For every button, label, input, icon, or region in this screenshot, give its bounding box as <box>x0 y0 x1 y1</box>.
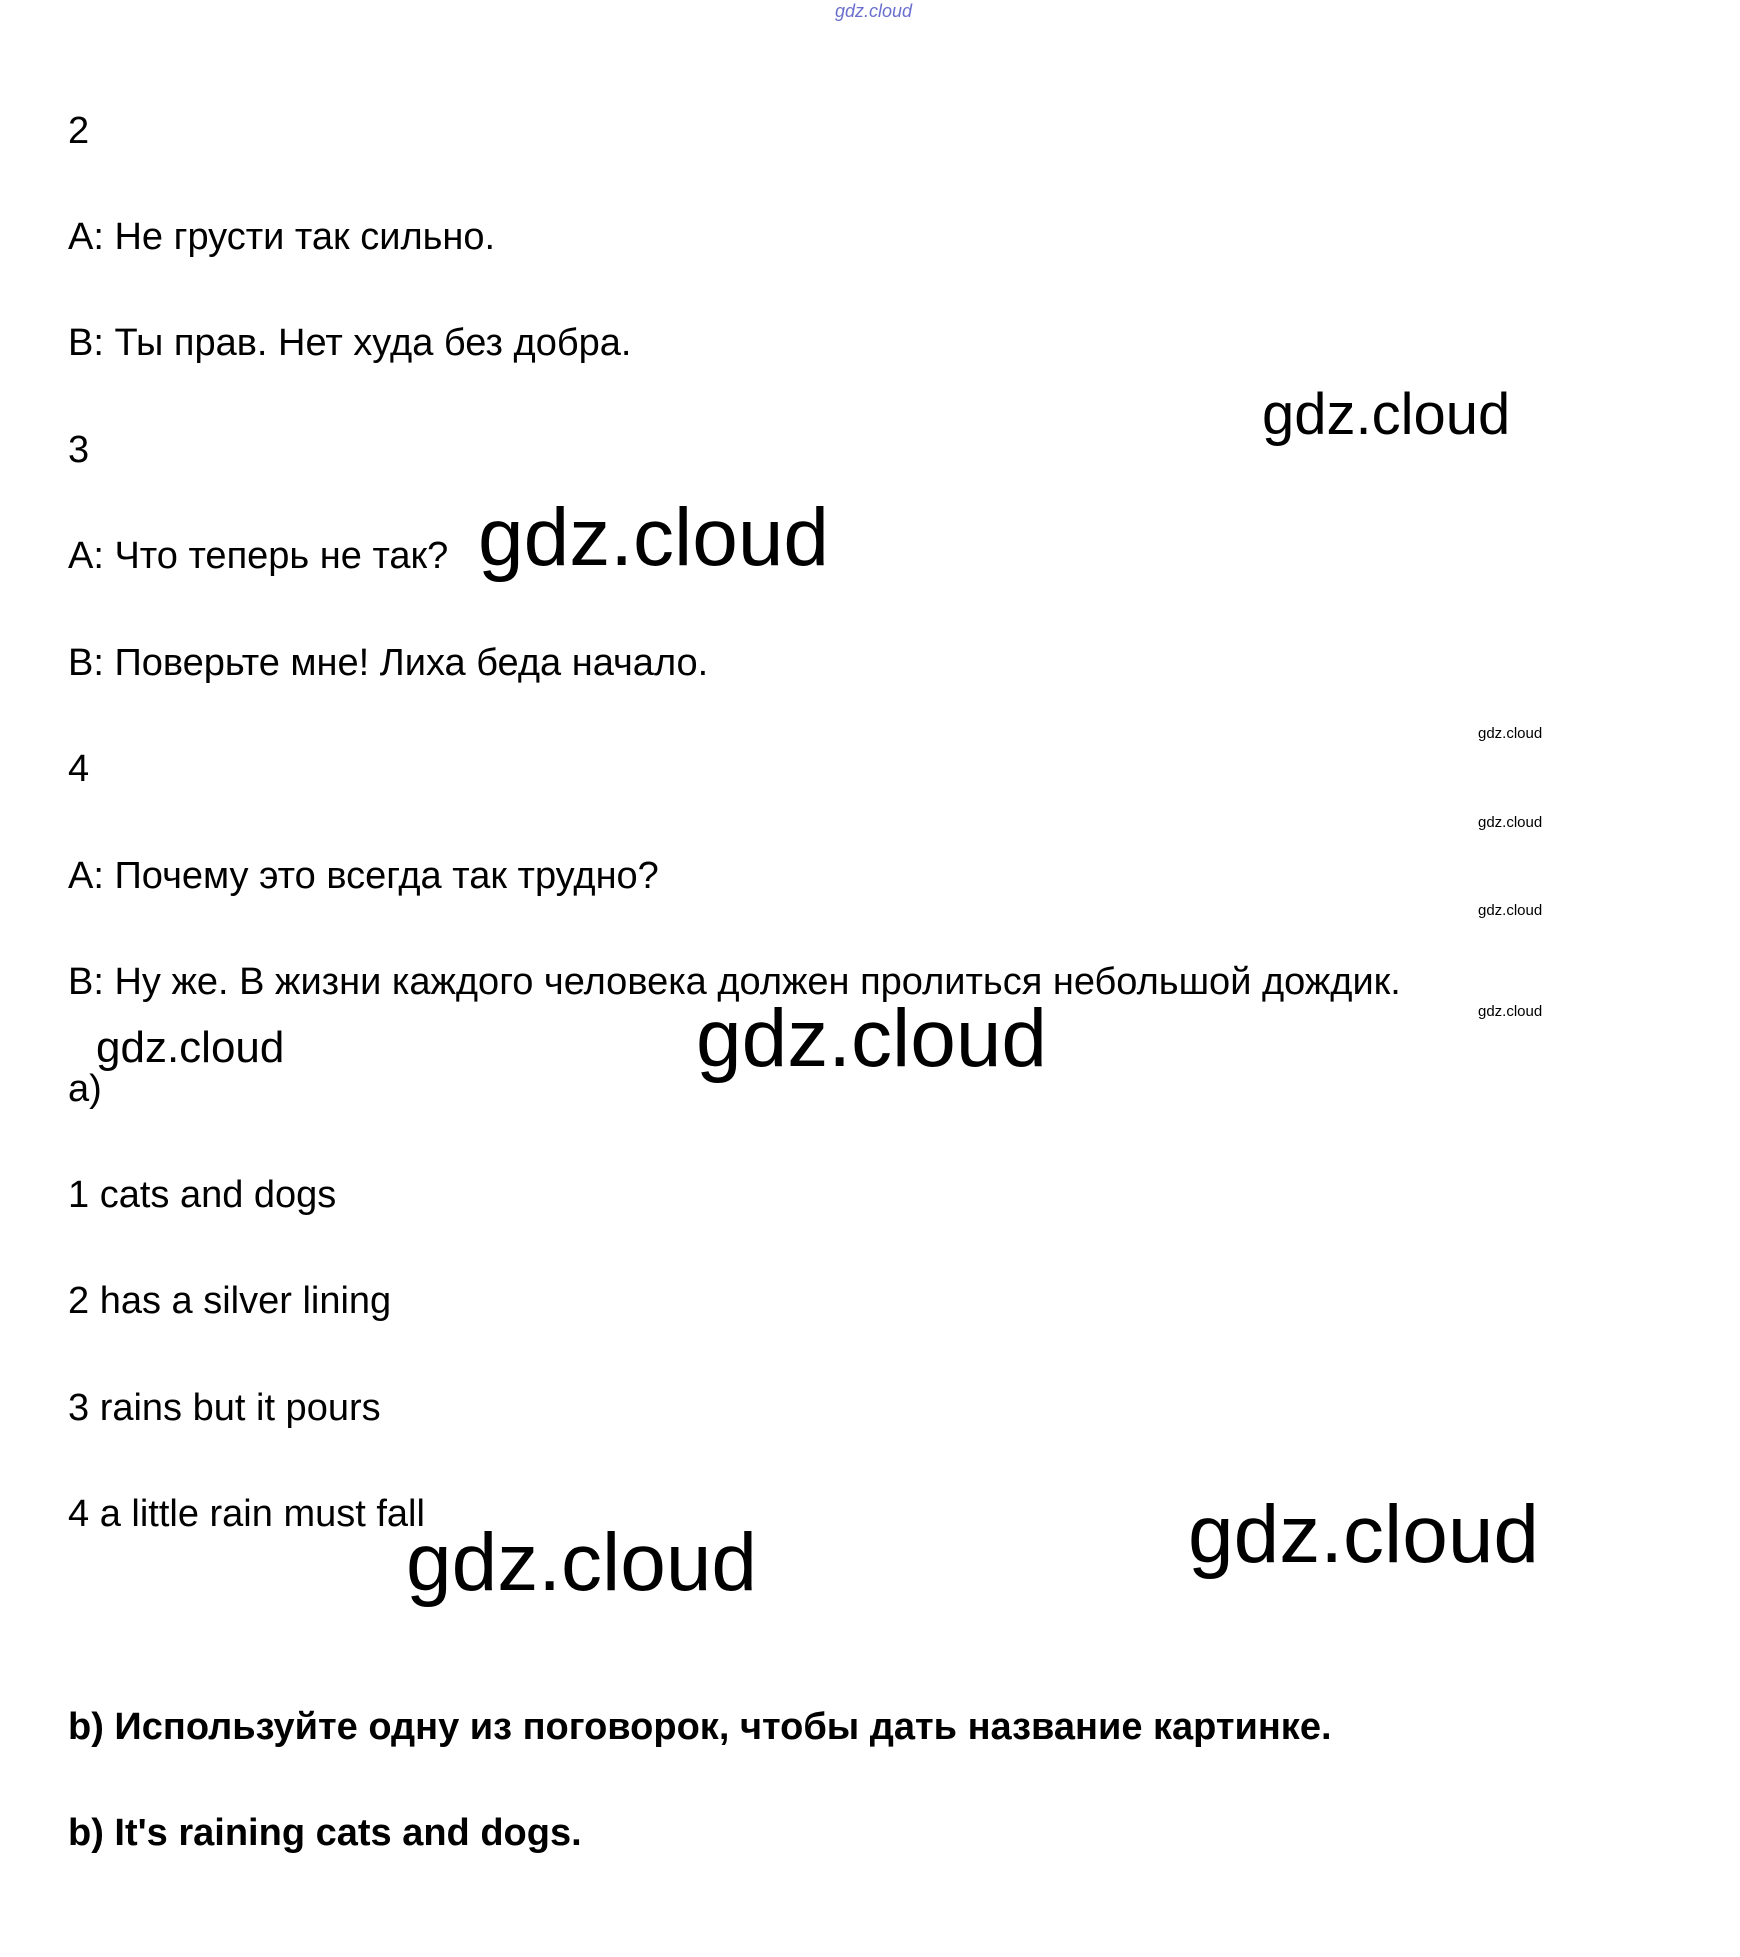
answer-item: 2 has a silver lining <box>68 1280 392 1322</box>
watermark: gdz.cloud <box>1478 902 1543 919</box>
dialogue-line: B: Ты прав. Нет худа без добра. <box>68 322 632 364</box>
answer-item: 3 rains but it pours <box>68 1387 381 1429</box>
dialogue-line: A: Не грусти так сильно. <box>68 216 496 258</box>
task-b: b) Используйте одну из поговорок, чтобы дать название картинке. <box>68 1706 1332 1748</box>
item-number-4: 4 <box>68 748 90 790</box>
watermark: gdz.cloud <box>1478 1003 1543 1020</box>
watermark: gdz.cloud <box>478 492 830 583</box>
watermark: gdz.cloud <box>1478 725 1543 742</box>
dialogue-line: B: Поверьте мне! Лиха беда начало. <box>68 642 709 684</box>
watermark: gdz.cloud <box>96 1023 285 1072</box>
item-number-2: 2 <box>68 110 90 152</box>
watermark: gdz.cloud <box>696 993 1048 1084</box>
answer-b: b) It's raining cats and dogs. <box>68 1812 582 1854</box>
dialogue-line: A: Что теперь не так? <box>68 535 449 577</box>
dialogue-line: A: Почему это всегда так трудно? <box>68 855 659 897</box>
watermark: gdz.cloud <box>1262 382 1511 447</box>
watermark: gdz.cloud <box>1478 814 1543 831</box>
item-number-3: 3 <box>68 429 90 471</box>
top-watermark: gdz.cloud <box>835 1 913 21</box>
answer-item: 4 a little rain must fall <box>68 1493 425 1535</box>
watermark: gdz.cloud <box>1188 1489 1540 1580</box>
dialogue-line: B: Ну же. В жизни каждого человека должен пролиться небольшой дождик. <box>68 961 1401 1003</box>
watermark: gdz.cloud <box>406 1517 758 1608</box>
section-label-a: a) <box>68 1068 102 1110</box>
answer-item: 1 cats and dogs <box>68 1174 337 1216</box>
